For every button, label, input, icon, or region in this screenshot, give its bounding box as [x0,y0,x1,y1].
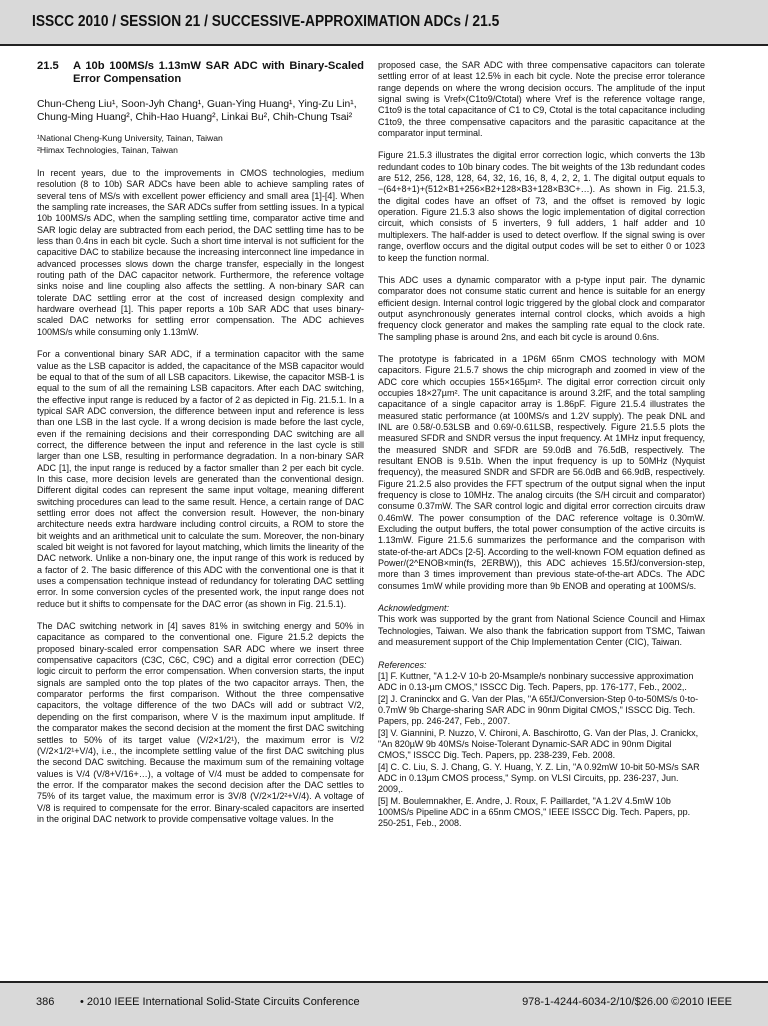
body-paragraph: This ADC uses a dynamic comparator with a p-type input pair. The dynamic comparator does not consume static current and hence is suitable for an energy efficient design. Internal control logic triggered by the global clock and comparator output asynchronously generates internal control clocks, which avoids a high frequency clock generator and makes the sampling rate equal to the clock rate. The sampling phase is around 2ns, and each bit cycle is around 0.6ns. [378,274,705,342]
session-header-title: ISSCC 2010 / SESSION 21 / SUCCESSIVE-APPROXIMATION ADCs / 21.5 [32,13,500,30]
page-footer [0,981,768,1026]
body-paragraph: In recent years, due to the improvements in CMOS technologies, medium resolution (8 to 10b) SAR ADCs have been able to achieve sampling rates of several tens of MS/s with excellent power efficiency and small area [1]-[4]. When the sampling rate increases, the SAR ADCs suffer from settling issues. In a typical 10b 100MS/s ADC, when the sampling settling time, comparator active time and SAR logic delay are subtracted from each period, the DAC settling time has to be less than 0.4ns in each bit cycle. Such a short time interval is not sufficient for the capacitive DAC to stabilize because the increasing interconnect line impedance in advanced processes slows down the charge transfer, especially in the longest routing path of the DAC capacitor network. Furthermore, the reference voltage sinks noise and line coupling also affects the settling. A non-binary SAR can tolerate DAC settling error at the cost of increased design complexity and hardware overhead [1]. This paper reports a 10b SAR ADC that uses binary-scaled DAC networks for settling error compensation. The ADC achieves 100MS/s while consuming only 1.13mW. [37,168,364,337]
reference-item: [2] J. Craninckx and G. Van der Plas, "A 65fJ/Conversion-Step 0-to-50MS/s 0-to-0.7mW 9b Charge-sharing SAR ADC in 90nm Digital CMOS," ISSCC Dig. Tech. Papers, pp. 246-247, Feb., 2007. [378,693,699,727]
acknowledgment-section [378,603,705,648]
authors-line-2: Chung-Ming Huang², Chih-Hao Huang², Linkai Bu², Chih-Chung Tsai² [37,111,353,123]
affiliation-1: ¹National Cheng-Kung University, Tainan, Taiwan [37,133,223,143]
body-paragraph: For a conventional binary SAR ADC, if a termination capacitor with the same value as the LSB capacitor is added, the capacitance of the MSB capacitor would be equal to that of the sum of all LSB capacitors. Likewise, the capacitor MSB-1 is equal to the sum of all the remaining LSB capacitors. After each DAC switching, the effective input range is reduced by a factor of 2 as depicted in Fig. 21.5.1. In a typical SAR ADC conversion, the difference between input and reference is less than one LSB in the last cycle. If a wrong decision is made before the last cycle, even if the remaining decisions and their corresponding DAC switching are all correct, the difference between the input and reference in the last cycle is still larger than one LSB, resulting in performance degradation. In a non-binary SAR ADC [1], the input range is reduced by a factor smaller than 2 per each bit cycle. In this case, more decision levels are generated than the conventional design. Different digital codes can represent the same input voltage, meaning different switching procedures can lead to the same result. Hence, a certain range of DAC settling error does not affect the conversion result. However, the non-binary architecture needs extra hardware including control circuits, a ROM to store the bit weights and an arithmetical unit to calculate the sum. Moreover, the non-binary scaled bit weight is not favored for layout matching, which limits the linearity of the DAC network. Unlike a non-binary one, the input range of this work is reduced by a factor of 2. The basic difference of this ADC with the conventional one is that it uses a compensation technique instead of redundancy for tolerating DAC settling error. In some conversion cycles of the presented work, the input range does not reduce but it shifts to compensate for the DAC error (as shown in Fig. 21.5.1). [37,349,364,609]
references-section [378,660,705,830]
acknowledgment-text: This work was supported by the grant from National Science Council and Himax Technologies, Taiwan. We also thank the fabrication support from TSMC, Taiwan and measurement support of the Chip Implementation Center (CIC), Taiwan. [378,614,705,648]
body-paragraph: proposed case, the SAR ADC with three compensative capacitors can tolerate settling error of at least 12.5% in each bit cycle. Note the precise error tolerance range depends on where the wrong decision occurs. The amplitude of the input signal swing is Vref×(C1to9/Ctotal) where Vref is the reference voltage range, C1to9 is the total capacitance of C1 to C9, Ctotal is the total capacitance including C1to9, the three compensative capacitors and the parasitic capacitance at the comparator input terminal. [378,60,705,139]
authors-line-1: Chun-Cheng Liu¹, Soon-Jyh Chang¹, Guan-Ying Huang¹, Ying-Zu Lin¹, [37,99,357,110]
page-header [0,0,768,46]
paper-number: 21.5 [37,60,59,72]
affiliations [37,132,364,156]
reference-item: [5] M. Boulemnakher, E. Andre, J. Roux, F. Paillardet, "A 1.2V 4.5mW 10b 100MS/s Pipeline ADC in a 65nm CMOS," IEEE ISSCC Dig. Tech. Papers, pp. 250-251, Feb., 2008. [378,795,691,829]
body-paragraph: The prototype is fabricated in a 1P6M 65nm CMOS technology with MOM capacitors. Figure 21.5.7 shows the chip micrograph and zoomed in view of the ADC core which occupies 155×165µm². The digital error correction circuit only occupies 18×27µm². The unit capacitance is around 3.2fF, and the total sampling capacitance of a single capacitor array is 1.86pF. Figure 21.5.4 illustrates the measured static performance (at 100MS/s and 1.2V supply). The peak DNL and INL are 0.58/-0.53LSB and 0.69/-0.61LSB, respectively. Figure 21.5.5 plots the measured SFDR and SNDR versus the input frequency. At 1MHz input frequency, the measured SNDR and SFDR are 59.0dB and 76.5dB, respectively. The resultant ENOB is 9.51b. When the input frequency is up to 50MHz (Nyquist frequency), the measured SNDR and SFDR are 56.0dB and 66.9dB, respectively. Figure 21.2.5 also provides the FFT spectrum of the output signal when the input frequency is close to 10MHz. The analog circuits (the S/H circuit and comparator) consume 0.37mW. The SAR control logic and digital error correction circuits draw 0.46mW. The power consumption of the DAC reference voltage is 0.30mW. Excluding the output buffers, the total power consumption of the active circuits is 1.13mW. Figure 21.5.6 summarizes the performance and the comparison with state-of-the-art ADCs [2-5]. According to the well-known FOM equation defined as Power/(2^ENOB×min(fs, 2ERBW)), this ADC achieves 15.5fJ/conversion-step, more than 3 times improvement than previous state-of-the-art ADCs. The ADC consumes 1mW while providing more than 9b ENOB and operating at 100MS/s. [378,353,705,591]
references-heading: References: [378,659,427,670]
isbn-copyright: 978-1-4244-6034-2/10/$26.00 ©2010 IEEE [522,996,732,1008]
body-paragraph: Figure 21.5.3 illustrates the digital error correction logic, which converts the 13b redundant codes to 10b binary codes. The bit weights of the 13b redundant codes are 512, 256, 128, 128, 64, 32, 16, 16, 8, 4, 2, 2, 1. The digital output equals to −(64+8+1)+(512×B1+256×B2+128×B3+128×B3C+…). As shown in Fig. 21.5.3, the digital codes have an offset of 73, and the offset is removed by logic operation. Figure 21.5.3 also shows the logic implementation of digital correction circuit, which consists of 5 inverters, 9 full adders, 1 half adder and 10 multiplexers. The half-adder is used to detect overflow. If the signal swing is over range, overflow occurs and the digital output codes will be set to either 0 or 1023 to keep the function normal. [378,150,705,263]
right-column [378,60,705,830]
affiliation-2: ²Himax Technologies, Tainan, Taiwan [37,145,178,155]
conference-name: • 2010 IEEE International Solid-State Circuits Conference [80,996,360,1008]
left-column [37,60,364,836]
paper-title-row [37,60,364,86]
reference-list [378,671,705,830]
page-number: 386 [36,996,55,1008]
reference-item: [3] V. Giannini, P. Nuzzo, V. Chironi, A. Baschirotto, G. Van der Plas, J. Cranickx, "An 820µW 9b 40MS/s Noise-Tolerant Dynamic-SAR ADC in 90nm Digital CMOS," ISSCC Dig. Tech. Papers, pp. 238-239, Feb. 2008. [378,727,699,761]
author-list [37,99,364,124]
acknowledgment-heading: Acknowledgment: [378,603,450,614]
reference-item: [1] F. Kuttner, "A 1.2-V 10-b 20-Msample/s nonbinary successive approximation ADC in 0.13-µm CMOS," ISSCC Dig. Tech. Papers, pp. 176-177, Feb., 2002,. [378,670,694,693]
body-paragraph: The DAC switching network in [4] saves 81% in switching energy and 50% in capacitance as compared to the conventional one. Figure 21.5.2 depicts the proposed binary-scaled error compensation SAR ADC where we insert three compensative capacitors (C3C, C6C, C9C) and a digital error correction (DEC) logic circuit to perform the error compensation. When conversion starts, the input signals are sampled onto the top plates of the two capacitor arrays. Then, the comparator performs the first comparison. Without the three compensative capacitors, the voltage difference of the two DACs will add or subtract V/2, depending on the first comparison, where V is the maximum input amplitude. If the comparator makes the second decision at the moment the first DAC switching settles to 50% of its target value (V/2×1/2¹), the maximum error is V/2 (V/2×1/2¹+V/4), i.e., the incomplete settling value of the first DAC switching plus the second DAC switching. Because the maximum sum of the remaining voltage values is V/4 (V/8+V/16+…), a voltage of V/4 must be added to compensate for the error. If the comparator makes the second decision after the DAC settles to 75% of its target value, the maximum error is 3V/8 (V/2×1/2²+V/4). A voltage of V/8 is required to compensate for the error. Binary-scaled capacitors are inserted in the original DAC network to provide compensative voltage values. In the [37,621,364,824]
paper-title: A 10b 100MS/s 1.13mW SAR ADC with Binary-Scaled Error Compensation [73,60,364,85]
reference-item: [4] C. C. Liu, S. J. Chang, G. Y. Huang, Y. Z. Lin, "A 0.92mW 10-bit 50-MS/s SAR ADC in 0.13µm CMOS process," Symp. on VLSI Circuits, pp. 236-237, Jun. 2009,. [378,761,700,795]
